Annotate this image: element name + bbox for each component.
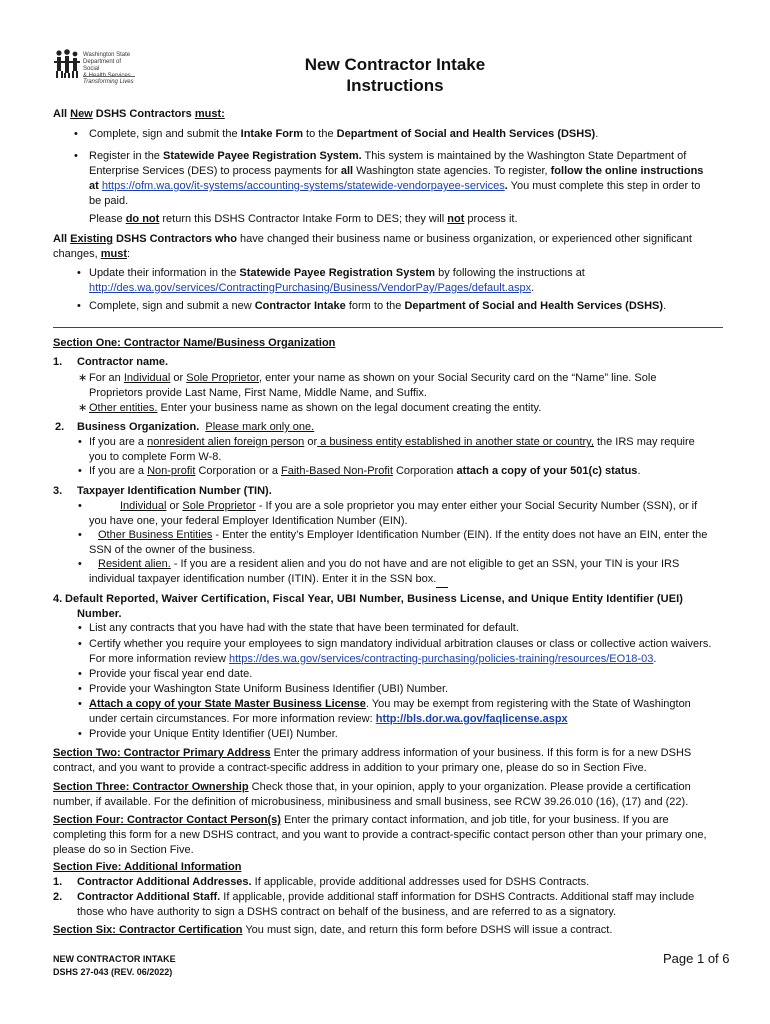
list-item: List any contracts that you have had with the state that have been terminated for default. [89,622,519,634]
list-item: Provide your Unique Entity Identifier (UEI) Number. [89,728,338,740]
list-item: If you are a Non-profit Corporation or a Faith-Based Non-Profit Corporation attach a copy of your 501(c) status. [89,465,641,477]
list-number: 1. [53,876,63,888]
logo-text-line: Washington State [83,52,131,58]
bullet-icon: • [78,436,82,448]
list-number: 3. [53,485,63,497]
list-item: Provide your Washington State Uniform Business Identifier (UBI) Number. [89,683,449,695]
bls-license-link[interactable]: http://bls.dor.wa.gov/faqlicense.aspx [375,713,568,725]
new-contractors-heading: All New DSHS Contractors must: [53,108,225,120]
bullet-icon: • [78,698,82,710]
bullet-icon: • [77,300,81,312]
list-item: For an Individual or Sole Proprietor, enter your name as shown on your Social Security card on the “Name” line. Sole Proprietors provide Last Name, First Name, Middle Name, and Suffix. [89,372,657,399]
bullet-icon: • [78,622,82,634]
bullet-icon: • [78,638,82,650]
bullet-icon: • [77,267,81,279]
bullet-icon: • [78,668,82,680]
list-item: Other entities. Enter your business name as shown on the legal document creating the entity. [89,402,542,414]
dshs-logo [53,49,139,93]
section-two: Section Two: Contractor Primary Address Enter the primary address information of your business. If this form is for a new DSHS contract, and you want to provide a contract-specific address in addition to your primary one, please do so in Section Five. [53,747,692,774]
asterisk-icon: ∗ [78,402,88,414]
section-one-heading: Section One: Contractor Name/Business Organization [53,337,336,349]
item-title: Default Reported, Waiver Certification, Fiscal Year, UBI Number, Business License, and Unique Entity Identifier (UEI) Number. [65,593,684,620]
des-note: Please do not return this DSHS Contractor Intake Form to DES; they will not process it. [89,213,518,225]
section-six-heading: Section Six: Contractor Certification [53,924,243,936]
logo-text-line: Department of Social [83,59,122,72]
bullet-icon: • [78,465,82,477]
section-four: Section Four: Contractor Contact Person(s) Enter the primary contact information, and job title, for your business. If you are completing this form for a new DSHS contract, and you want to provide a contract-specific contact person other than your primary one, please do so in Section Five. [53,814,707,856]
list-item: Complete, sign and submit the Intake Form to the Department of Social and Health Services (DSHS). [89,128,599,140]
page-number: Page 1 of 6 [663,951,730,966]
eo18-03-link[interactable]: https://des.wa.gov/services/contracting-purchasing/policies-training/resources/EO18-03 [229,653,654,665]
form-name: NEW CONTRACTOR INTAKE [53,954,176,964]
section-three: Section Three: Contractor Ownership Check those that, in your opinion, apply to your organization. Please provide a certification number, if available. For the definition of microbusiness, minibusiness and small business, see RCW 39.26.010 (16), (17) and (22). [53,781,691,808]
item-title: Contractor name. [77,356,169,368]
list-item: Attach a copy of your State Master Business License. You may be exempt from registering with the State of Washington under certain circumstances. For more information review: http://bls.dor.wa.gov/faqlicense.aspx [89,698,691,725]
existing-contractors-heading: All Existing DSHS Contractors who have changed their business name or business organization, or experienced other significant changes, must: [53,233,692,260]
list-item: Individual or Sole Proprietor - If you are a sole proprietor you may enter either your Social Security Number (SSN), or if you have one, your federal Employer Identification Number (EIN). [89,500,698,527]
page-title-line: New Contractor Intake [304,55,486,74]
list-number: 2. [53,891,63,903]
section-five-heading: Section Five: Additional Information [53,861,242,873]
asterisk-icon: ∗ [78,372,88,384]
list-item: Contractor Additional Staff. If applicable, provide additional staff information for DSHS Contracts. Additional staff may include those who have authority to sign a DSHS contract on behalf of the business, and are referred to as a signatory. [77,891,695,918]
list-number: 4. [53,593,63,605]
bullet-icon: • [78,558,82,570]
list-item: Update their information in the Statewide Payee Registration System by following the instructions at http://des.wa.gov/services/ContractingPurchasing/Business/VendorPay/Pages/default.aspx. [89,267,585,294]
list-item: Other Business Entities - Enter the entity’s Employer Identification Number (EIN). If the entity does not have an EIN, enter the SSN of the owner of the business. [89,529,708,556]
bullet-icon: • [78,529,82,541]
logo-tagline: Transforming Lives [83,79,134,85]
ofm-registration-link[interactable]: https://ofm.wa.gov/it-systems/accounting-systems/statewide-vendorpayee-services [101,180,505,192]
list-item: Provide your fiscal year end date. [89,668,253,680]
list-item: Complete, sign and submit a new Contractor Intake form to the Department of Social and Health Services (DSHS). [89,300,667,312]
bullet-icon: • [78,683,82,695]
section-four-heading: Section Four: Contractor Contact Person(s) [53,814,281,826]
section-six: Section Six: Contractor Certification You must sign, date, and return this form before DSHS will issue a contract. [53,924,613,936]
item-title: Business Organization. Please mark only one. [77,421,315,433]
section-three-heading: Section Three: Contractor Ownership [53,781,249,793]
list-item: Register in the Statewide Payee Registration System. This system is maintained by the Washington State Department of Enterprise Services (DES) to process payments for all Washington state agencies. To register, follow the online instructions at https://ofm.wa.gov/it-systems/accounting-systems/statewide-vendorpayee-services. You must complete this step in order to be paid. [89,150,704,207]
bullet-icon: • [78,728,82,740]
dshs-logo-icon [53,49,81,79]
list-item: Resident alien. - If you are a resident alien and you do not have and are not eligible to get an SSN, your TIN is your IRS individual taxpayer identification number (ITIN). Enter it in the SSN box. [89,557,729,588]
bullet-icon: • [78,500,82,512]
list-number: 2. [55,421,65,433]
list-item: Certify whether you require your employees to sign mandatory individual arbitration clauses or class or collective action waivers. For more information review https://des.wa.gov/services/contracting-purchasing/policies-training/resources/EO18-03. [89,638,712,665]
des-vendorpay-link[interactable]: http://des.wa.gov/services/ContractingPurchasing/Business/VendorPay/Pages/default.aspx [89,282,532,294]
list-item: If you are a nonresident alien foreign person or a business entity established in another state or country, the IRS may require you to complete Form W-8. [89,436,695,463]
bullet-icon: • [74,128,78,140]
item-title: Taxpayer Identification Number (TIN). [77,485,272,497]
list-number: 1. [53,356,63,368]
list-item: Contractor Additional Addresses. If applicable, provide additional addresses used for DSHS Contracts. [77,876,590,888]
page-title-line: Instructions [346,76,444,95]
page-title [280,54,510,96]
bullet-icon: • [74,150,78,162]
divider [53,327,723,328]
section-two-heading: Section Two: Contractor Primary Address [53,747,271,759]
form-number: DSHS 27-043 (REV. 06/2022) [53,967,173,977]
